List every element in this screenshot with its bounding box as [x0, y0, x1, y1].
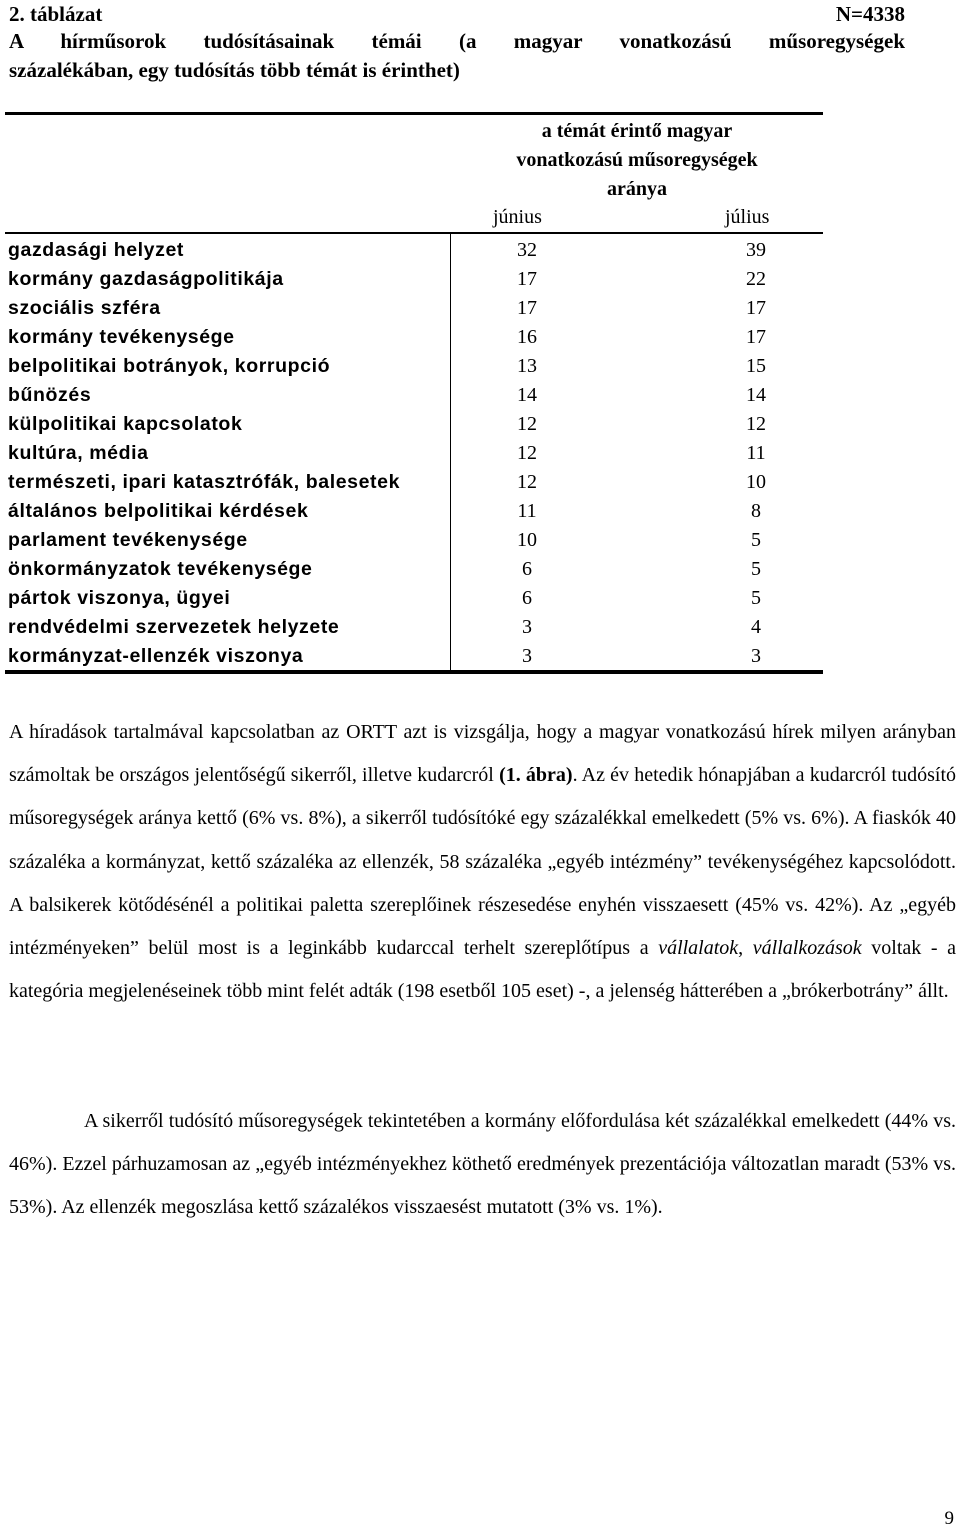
july-value: 5 [751, 558, 761, 580]
july-value: 10 [746, 471, 766, 493]
table-number: 2. táblázat [9, 2, 103, 26]
june-value: 12 [517, 471, 537, 493]
page-number: 9 [944, 1508, 954, 1529]
row-label: gazdasági helyzet [8, 239, 185, 261]
row-label: általános belpolitikai kérdések [8, 500, 309, 522]
table-row [0, 236, 830, 265]
july-value: 39 [746, 239, 766, 261]
table-row [0, 294, 830, 323]
emphasis-text: vállalkozások [752, 937, 862, 960]
july-value: 5 [751, 529, 761, 551]
figure-reference: (1. ábra) [499, 764, 573, 787]
table-title-line-1: A hírműsorok tudósításainak témái (a magyar vonatkozású műsoregységek [9, 29, 905, 53]
row-label: kormány gazdaságpolitikája [8, 268, 284, 290]
june-value: 3 [522, 645, 532, 667]
row-label: rendvédelmi szervezetek helyzete [8, 616, 340, 638]
table-caption-heading [9, 0, 905, 28]
july-value: 3 [751, 645, 761, 667]
june-value: 6 [522, 587, 532, 609]
row-label: kormány tevékenysége [8, 326, 235, 348]
june-value: 3 [522, 616, 532, 638]
table-row [0, 584, 830, 613]
row-label: természeti, ipari katasztrófák, balesetek [8, 471, 401, 493]
july-value: 12 [746, 413, 766, 435]
june-value: 11 [517, 500, 537, 522]
column-header-july: július [725, 206, 770, 228]
july-value: 14 [746, 384, 766, 406]
june-value: 16 [517, 326, 537, 348]
row-label: önkormányzatok tevékenysége [8, 558, 313, 580]
june-value: 17 [517, 268, 537, 290]
table-title-line-2: százalékában, egy tudósítás több témát is érinthet) [9, 58, 460, 82]
july-value: 5 [751, 587, 761, 609]
table-row [0, 352, 830, 381]
row-label: külpolitikai kapcsolatok [8, 413, 243, 435]
july-value: 15 [746, 355, 766, 377]
row-label: szociális szféra [8, 297, 161, 319]
row-label: pártok viszonya, ügyei [8, 587, 231, 609]
column-header-june: június [493, 206, 542, 228]
column-group-header-line-3: aránya [607, 178, 667, 200]
table-row [0, 265, 830, 294]
june-value: 17 [517, 297, 537, 319]
table-row [0, 613, 830, 642]
table-row [0, 410, 830, 439]
june-value: 14 [517, 384, 537, 406]
row-label: kormányzat-ellenzék viszonya [8, 645, 304, 667]
body-paragraph-1 [9, 711, 956, 1013]
july-value: 22 [746, 268, 766, 290]
table-row [0, 323, 830, 352]
table-header-rule [5, 232, 823, 234]
row-label: belpolitikai botrányok, korrupció [8, 355, 331, 377]
paragraph-text: voltak - a kategória megjelenéseinek több mint felét adták (198 esetből 105 eset) -, a jelenség hátterében a „brókerbotrány” állt. [9, 937, 957, 1003]
june-value: 6 [522, 558, 532, 580]
table-row [0, 642, 830, 671]
july-value: 4 [751, 616, 761, 638]
column-group-header-line-2: vonatkozású műsoregységek [516, 149, 758, 171]
june-value: 12 [517, 413, 537, 435]
paragraph-text: , [738, 937, 753, 960]
july-value: 17 [746, 297, 766, 319]
june-value: 13 [517, 355, 537, 377]
paragraph-text: . Az év hetedik hónapjában a kudarcról tudósító műsoregységek aránya kettő (6% vs. 8%), a sikerről tudósítóké egy százalékkal emelkedett (5% vs. 6%). A fiaskók 40 százaléka a kormányzat, kettő százaléka az ellenzék, 58 százaléka „egyéb intézmény” tevékenységéhez kapcsolódott. A balsikerek kötődésénél a politikai paletta szereplőinek részesedése enyhén visszaesett (45% vs. 42%). Az „egyéb intézményeken” belül most is a leginkább kudarccal terhelt szereplőtípus a [9, 764, 957, 960]
table-row [0, 497, 830, 526]
row-label: kultúra, média [8, 442, 149, 464]
july-value: 11 [746, 442, 766, 464]
table-top-rule [5, 112, 823, 115]
paragraph-text: A híradások tartalmával kapcsolatban az ORTT azt is vizsgálja, hogy a magyar vonatkozású hírek milyen arányban számoltak be országos jelentőségű sikerről, illetve kudarcról [9, 721, 956, 787]
table-row [0, 526, 830, 555]
table-row [0, 439, 830, 468]
emphasis-text: vállalatok [658, 937, 739, 960]
june-value: 10 [517, 529, 537, 551]
sample-size: N=4338 [835, 2, 905, 26]
body-paragraph-2: A sikerről tudósító műsoregységek tekintetében a kormány előfordulása két százalékkal emelkedett (44% vs. 46%). Ezzel párhuzamosan az „egyéb intézményekhez köthető eredmények prezentációja változatlan maradt (53% vs. 53%). Az ellenzék megoszlása kettő százalékos visszaesést mutatott (3% vs. 1%). [9, 1110, 956, 1219]
july-value: 17 [746, 326, 766, 348]
june-value: 12 [517, 442, 537, 464]
july-value: 8 [751, 500, 761, 522]
table-row [0, 555, 830, 584]
table-row [0, 468, 830, 497]
column-group-header-line-1: a témát érintő magyar [541, 120, 733, 142]
row-label: bűnözés [8, 384, 92, 406]
june-value: 32 [517, 239, 537, 261]
table-row [0, 381, 830, 410]
row-label: parlament tevékenysége [8, 529, 248, 551]
